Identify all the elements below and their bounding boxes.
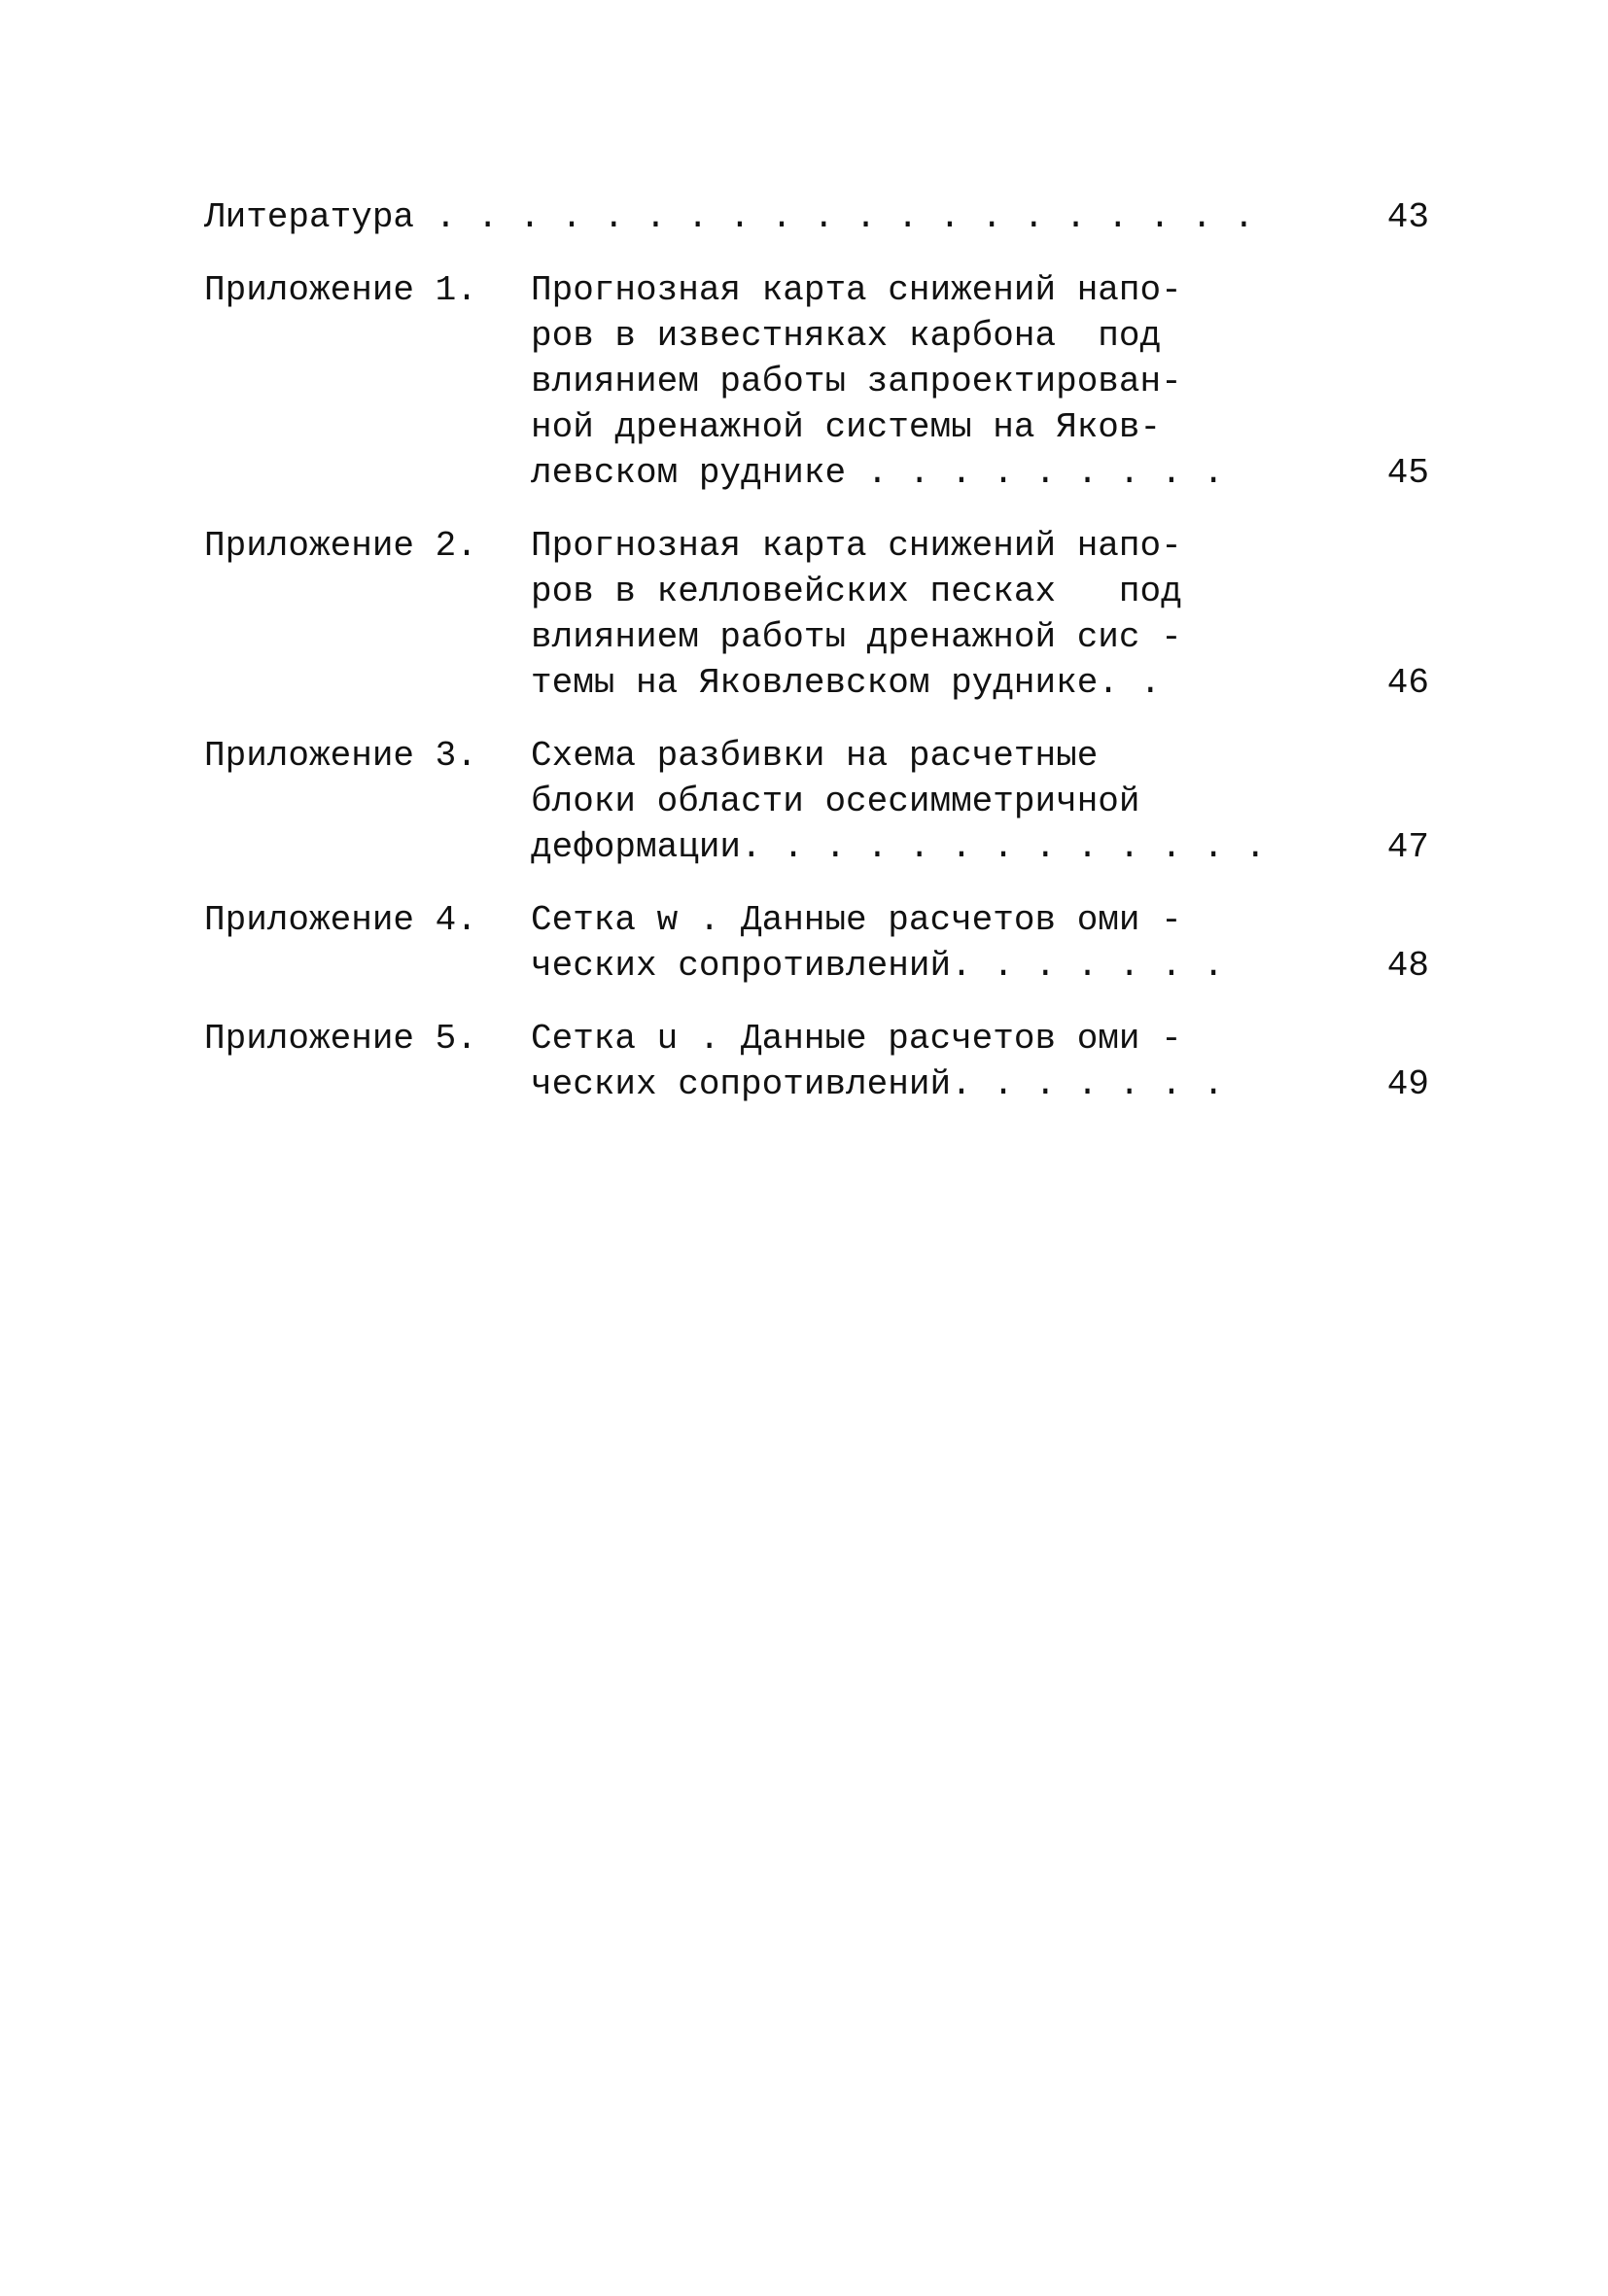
toc-entry-line: левском руднике . . . . . . . . . (531, 453, 1224, 493)
toc-entry-line: Схема разбивки на расчетные (531, 736, 1099, 776)
toc-entry-appendix-1 (204, 267, 1429, 496)
toc-entry-title (531, 1016, 1270, 1107)
toc-page-number: 46 (1386, 663, 1429, 703)
toc-entry-appendix-5 (204, 1016, 1429, 1107)
toc-page-number: 47 (1386, 827, 1429, 867)
toc-entry-label: Приложение 3. (204, 736, 477, 776)
toc-entry-appendix-3 (204, 733, 1429, 870)
toc-entry-line: влиянием работы дренажной сис - (531, 617, 1182, 657)
toc-entry-line: темы на Яковлевском руднике. . (531, 663, 1162, 703)
toc-entry-line: ческих сопротивлений. . . . . . . (531, 946, 1224, 986)
toc-entry-line: Прогнозная карта снижений напо- (531, 270, 1182, 310)
toc-entry-line: ческих сопротивлений. . . . . . . (531, 1064, 1224, 1104)
toc-entry-line: ров в келловейских песках под (531, 572, 1182, 611)
toc-entry-appendix-2 (204, 523, 1429, 706)
toc-page-number: 45 (1386, 453, 1429, 493)
toc-entry-line: Сетка w . Данные расчетов оми - (531, 900, 1182, 940)
toc-entry-line: влиянием работы запроектирован- (531, 362, 1182, 401)
toc-entry-line: Прогнозная карта снижений напо- (531, 526, 1182, 566)
table-of-contents (204, 194, 1429, 1134)
toc-entry-line: деформации. . . . . . . . . . . . . (531, 827, 1267, 867)
toc-leader-dots: . . . . . . . . . . . . . . . . . . . . (414, 197, 1255, 237)
toc-entry-label: Приложение 5. (204, 1019, 477, 1059)
toc-entry-label: Литература (204, 197, 415, 237)
toc-entry-appendix-4 (204, 897, 1429, 989)
toc-entry-line: ров в известняках карбона под (531, 316, 1162, 356)
toc-entry-line: Сетка u . Данные расчетов оми - (531, 1019, 1182, 1059)
toc-entry-title (531, 897, 1270, 989)
toc-entry-line: блоки области осесимметричной (531, 782, 1140, 821)
toc-entry-label: Приложение 1. (204, 270, 477, 310)
toc-entry-title (531, 733, 1270, 870)
toc-page-number: 43 (1386, 197, 1429, 237)
toc-entry-title (531, 523, 1270, 706)
toc-page-number: 48 (1386, 946, 1429, 986)
toc-entry-literature (204, 194, 1429, 240)
toc-entry-title (531, 267, 1270, 496)
toc-entry-label: Приложение 4. (204, 900, 477, 940)
toc-page-number: 49 (1386, 1064, 1429, 1104)
toc-entry-line: ной дренажной системы на Яков- (531, 407, 1162, 447)
toc-entry-label: Приложение 2. (204, 526, 477, 566)
